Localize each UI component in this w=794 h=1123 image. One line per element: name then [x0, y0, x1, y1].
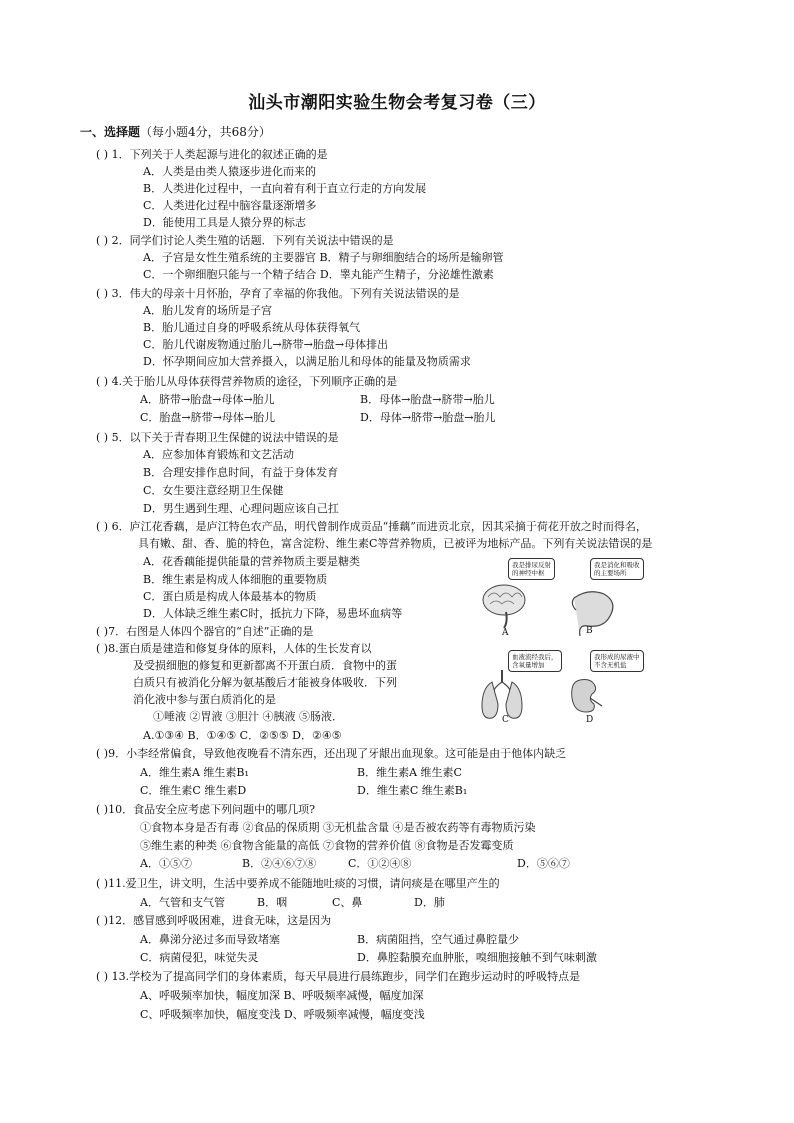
q9-option-d: D．维生素C 维生素B₁ [357, 784, 468, 797]
figure-label-b: B [586, 626, 593, 636]
q4-option-c: C．胎盘→脐带→母体→胎儿 [140, 411, 276, 424]
speech-bubble-c [508, 650, 562, 672]
q4-stem: ( ) 4.关于胎儿从母体获得营养物质的途径，下列顺序正确的是 [96, 375, 398, 388]
q3-option-c: C．胎儿代谢废物通过胎儿→脐带→胎盘→母体排出 [143, 338, 389, 351]
bubble-c-line-1: 血液流经我后， [512, 653, 558, 661]
q9-stem: ( )9．小李经常偏食，导致他夜晚看不清东西，还出现了牙龈出血现象。这可能是由于他体内缺乏 [96, 747, 567, 760]
q5-option-a: A．应参加体育锻炼和文艺活动 [143, 448, 294, 461]
section-heading-label: 一、选择题 [80, 125, 141, 139]
q4-option-b: B．母体→胎盘→脐带→胎儿 [360, 393, 495, 406]
q6-stem: ( ) 6．庐江花香藕，是庐江特色农产品，明代曾制作成贡品“捶藕”而进贡北京，因其采摘于荷花开放之时而得名， [96, 520, 647, 533]
q9-option-c: C．维生素C 维生素D [140, 784, 247, 797]
q6-option-d: D．人体缺乏维生素C时，抵抗力下降，易患坏血病等 [143, 607, 403, 620]
q12-option-a: A．鼻涕分泌过多而导致堵塞 [140, 933, 280, 946]
q11-option-b: B．咽 [257, 896, 288, 909]
speech-bubble-d [590, 650, 644, 672]
brain-illustration [483, 585, 525, 628]
bubble-b-line-1: 我是消化和吸收 [594, 561, 640, 569]
kidney-illustration [572, 680, 602, 713]
q9-option-b: B．维生素A 维生素C [357, 766, 462, 779]
bubble-a-line-1: 我是排尿反射 [512, 561, 551, 569]
bubble-a-line-2: 的神经中枢 [512, 569, 545, 577]
q8-line-3: 白质只有被消化分解为氨基酸后才能被身体吸收．下列 [133, 676, 397, 689]
q6-option-a: A．花香藕能提供能量的营养物质主要是糖类 [143, 555, 360, 568]
q8-line-2: 及受损细胞的修复和更新都离不开蛋白质．食物中的蛋 [133, 659, 397, 672]
q13-options-ab: A、呼吸频率加快，幅度加深 B、呼吸频率减慢，幅度加深 [140, 989, 424, 1002]
bubble-d-line-2: 不含无机盐 [594, 661, 627, 669]
organ-illustrations [478, 552, 638, 742]
q5-option-c: C．女生要注意经期卫生保健 [143, 484, 284, 497]
q13-stem: ( ) 13.学校为了提高同学们的身体素质，每天早晨进行晨练跑步，同学们在跑步运动时的呼吸特点是 [96, 970, 581, 983]
q8-line-4: 消化液中参与蛋白质消化的是 [133, 693, 276, 706]
q2-options-cd: C．一个卵细胞只能与一个精子结合 D．睾丸能产生精子，分泌雄性激素 [143, 268, 494, 281]
q1-stem: ( ) 1．下列关于人类起源与进化的叙述正确的是 [96, 148, 328, 161]
q6-option-b: B．维生素是构成人体细胞的重要物质 [143, 573, 328, 586]
q1-option-b: B．人类进化过程中，一直向着有利于直立行走的方向发展 [143, 182, 427, 195]
q10-stem: ( )10．食品安全应考虑下列问题中的哪几项? [96, 803, 315, 816]
bubble-c-line-2: 含氧量增加 [512, 661, 545, 669]
section-heading-note: （每小题4分，共68分） [140, 125, 271, 139]
q3-option-d: D．怀孕期间应加大营养摄入，以满足胎儿和母体的能量及物质需求 [143, 355, 471, 368]
q3-option-b: B．胎儿通过自身的呼吸系统从母体获得氧气 [143, 321, 361, 334]
q1-option-a: A．人类是由类人猿逐步进化而来的 [143, 165, 316, 178]
q4-option-d: D．母体→脐带→胎盘→胎儿 [360, 411, 496, 424]
q10-option-b: B．②④⑥⑦⑧ [242, 857, 317, 870]
q8-answer-options: A.①③④ B．①④⑤ C．②⑤⑤ D．②④⑤ [143, 729, 342, 742]
figure-label-d: D [586, 715, 594, 725]
lungs-illustration [482, 670, 522, 718]
q13-options-cd: C、呼吸频率加快，幅度变浅 D、呼吸频率减慢，幅度变浅 [140, 1008, 425, 1021]
q10-option-d: D．⑤⑥⑦ [517, 857, 570, 870]
q1-option-c: C．人类进化过程中脑容量逐渐增多 [143, 199, 317, 212]
q8-line-1: ( )8.蛋白质是建造和修复身体的原料，人体的生长发育以 [96, 642, 372, 655]
speech-bubble-b [590, 558, 644, 580]
q12-option-d: D．鼻腔黏膜充血肿胀，嗅细胞接触不到气味刺激 [357, 951, 597, 964]
q11-option-c: C、鼻 [332, 896, 363, 909]
q11-option-a: A．气管和支气管 [140, 896, 225, 909]
q11-stem: ( )11.爱卫生，讲文明，生活中要养成不能随地吐痰的习惯，请问痰是在哪里产生的 [96, 877, 500, 890]
q1-option-d: D．能使用工具是人猿分界的标志 [143, 216, 306, 229]
q6-stem-continued: 具有嫩、甜、香、脆的特色，富含淀粉、维生素C等营养物质，已被评为地标产品。下列有关说法错误的是 [138, 537, 653, 550]
q3-option-a: A．胎儿发育的场所是子宫 [143, 304, 272, 317]
q2-stem: ( ) 2．同学们讨论人类生殖的话题．下列有关说法中错误的是 [96, 234, 394, 247]
speech-bubble-a [508, 558, 555, 580]
q5-stem: ( ) 5．以下关于青春期卫生保健的说法中错误的是 [96, 431, 339, 444]
page-title: 汕头市潮阳实验生物会考复习卷（三） [248, 93, 546, 113]
q3-stem: ( ) 3．伟大的母亲十月怀胎，孕育了幸福的你我他。下列有关说法错误的是 [96, 287, 460, 300]
bubble-b-line-2: 的主要场所 [594, 569, 627, 577]
q5-option-d: D．男生遇到生理、心理问题应该自己扛 [143, 502, 339, 515]
q10-option-a: A．①⑤⑦ [140, 857, 192, 870]
q2-options-ab: A．子宫是女性生殖系统的主要器官 B．精子与卵细胞结合的场所是输卵管 [143, 251, 504, 264]
section-heading [80, 125, 271, 139]
q10-items-2: ⑤维生素的种类 ⑥食物含能量的高低 ⑦食物的营养价值 ⑧食物是否发霉变质 [140, 839, 514, 852]
q5-option-b: B．合理安排作息时间，有益于身体发育 [143, 466, 339, 479]
q10-option-c: C．①②④⑧ [348, 857, 412, 870]
q9-option-a: A．维生素A 维生素B₁ [140, 766, 249, 779]
q4-option-a: A．脐带→胎盘→母体→胎儿 [140, 393, 275, 406]
q12-option-b: B．病菌阻挡，空气通过鼻腔量少 [357, 933, 520, 946]
organ-figure [478, 552, 638, 742]
q7-stem: ( )7．右图是人体四个器官的“自述”正确的是 [96, 625, 314, 638]
bubble-d-line-1: 我形成的尿液中 [594, 653, 640, 661]
q6-option-c: C．蛋白质是构成人体最基本的物质 [143, 590, 317, 603]
q8-digestive-juices: ①唾液 ②胃液 ③胆汁 ④胰液 ⑤肠液． [153, 710, 343, 723]
figure-label-a: A [502, 628, 509, 638]
q12-stem: ( )12．感冒感到呼吸困难，进食无味，这是因为 [96, 914, 332, 927]
q11-option-d: D．肺 [414, 896, 445, 909]
q10-items-1: ①食物本身是否有毒 ②食品的保质期 ③无机盐含量 ④是否被农药等有毒物质污染 [140, 821, 536, 834]
figure-label-c: C [502, 715, 509, 725]
q12-option-c: C．病菌侵犯，味觉失灵 [140, 951, 259, 964]
